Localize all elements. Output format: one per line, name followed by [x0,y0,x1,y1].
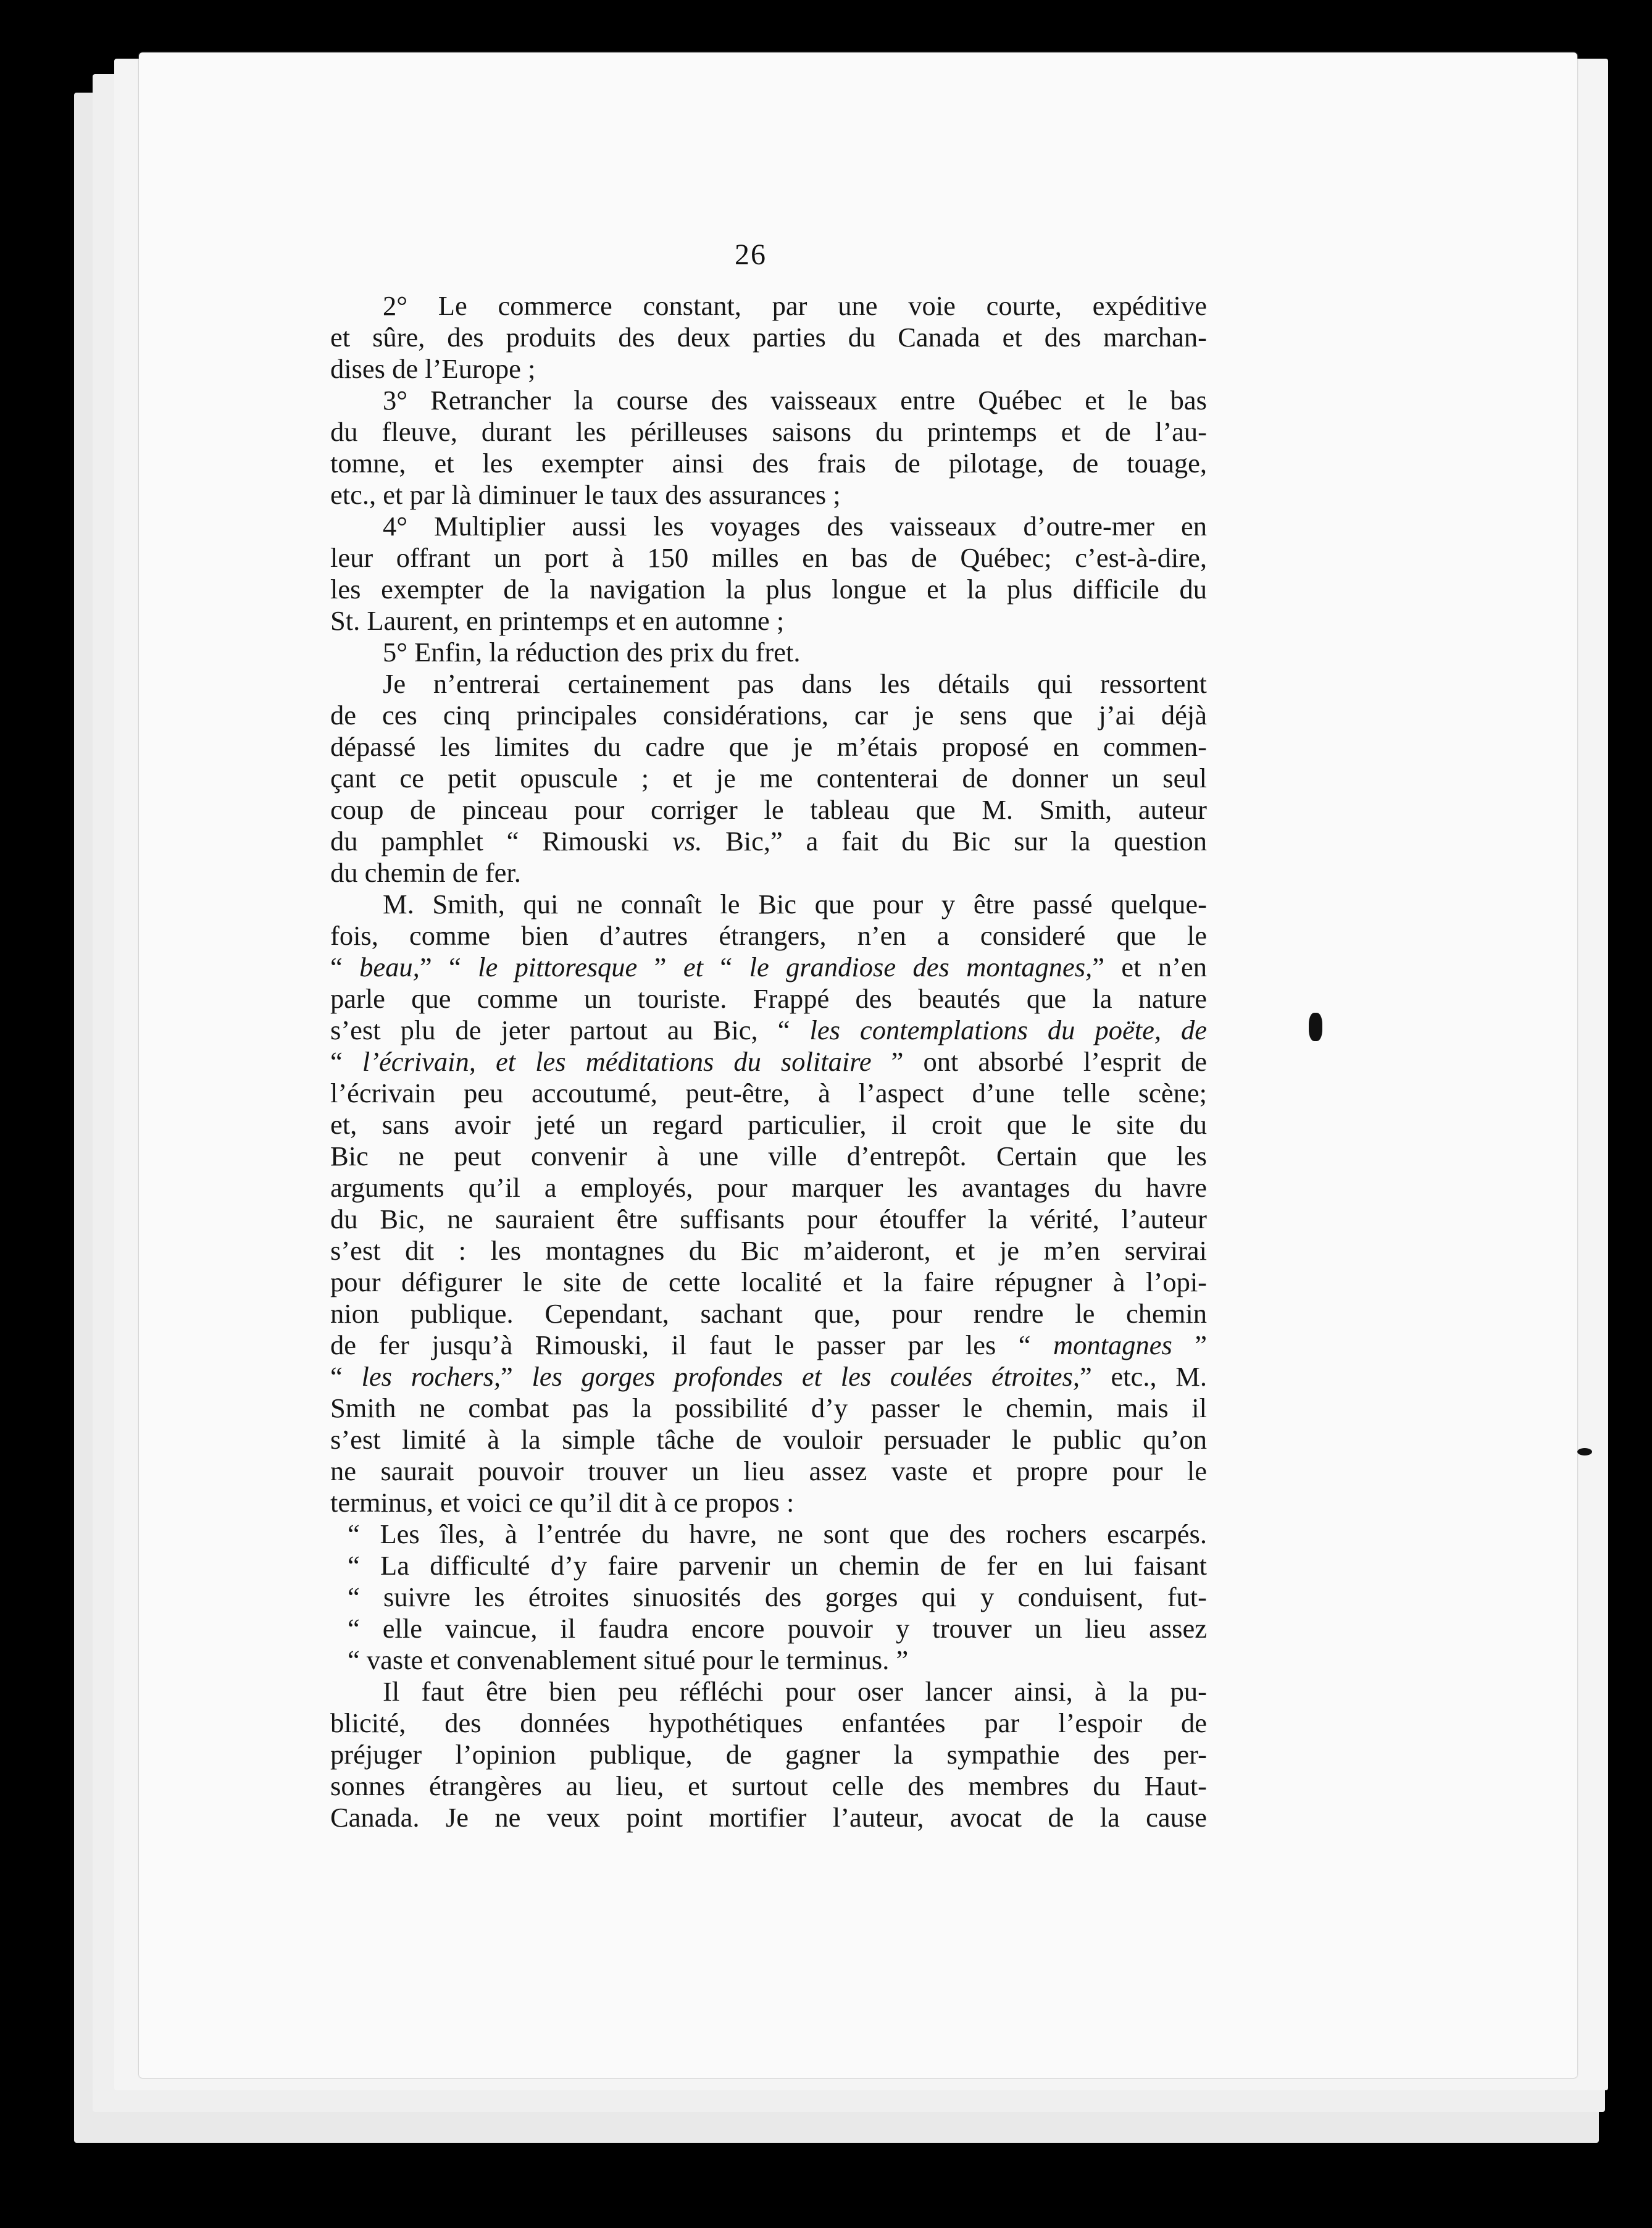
italic-text: le pittoresque [478,952,638,982]
text-run: “ [703,952,749,982]
text-run: s’est limité à la simple tâche de vouloir persuader le public qu’on [330,1424,1207,1455]
text-line [330,1550,1207,1581]
text-line [330,1078,1207,1109]
text-run: les exempter de la navigation la plus longue et la plus difficile du [330,574,1207,605]
text-run: blicité, des données hypothétiques enfantées par l’espoir de [330,1707,1207,1738]
text-line [330,1487,1207,1518]
text-line [330,542,1207,574]
text-run: préjuger l’opinion publique, de gagner la sympathie des per- [330,1739,1207,1770]
text-line [330,416,1207,448]
text-line [330,1770,1207,1802]
text-line [330,353,1207,385]
text-line [330,1676,1207,1707]
text-run: du chemin de fer. [330,857,521,888]
italic-text: vs. [672,826,703,856]
text-run: pour défigurer le site de cette localité et la faire répugner à l’opi- [330,1267,1207,1297]
text-line [330,1235,1207,1267]
text-run: sonnes étrangères au lieu, et surtout celle des membres du Haut- [330,1770,1207,1801]
text-run: Bic ne peut convenir à une ville d’entrepôt. Certain que les [330,1141,1207,1171]
text-run: “ suivre les étroites sinuosités des gorges qui y conduisent, fut- [348,1581,1207,1612]
text-line [330,668,1207,700]
text-run: dépassé les limites du cadre que je m’étais proposé en commen- [330,731,1207,762]
text-line [330,1613,1207,1644]
text-run: ” et n’en [1092,952,1207,982]
text-run: “ [330,1361,362,1392]
text-run: 4° Multiplier aussi les voyages des vaisseaux d’outre-mer en [383,511,1207,542]
italic-text: l’écrivain, et les méditations du solitaire [362,1046,872,1077]
ink-blot [1309,1013,1322,1041]
text-line [330,763,1207,794]
text-run: terminus, et voici ce qu’il dit à ce propos : [330,1487,795,1518]
text-run: ” etc., M. [1080,1361,1207,1392]
text-line [330,889,1207,920]
ink-blot [1577,1448,1592,1455]
text-run: M. Smith, qui ne connaît le Bic que pour y être passé quelque- [383,889,1207,919]
text-run: Bic,” a fait du Bic sur la question [702,826,1207,856]
text-line [330,1802,1207,1833]
text-run: parle que comme un touriste. Frappé des beautés que la nature [330,983,1207,1014]
text-line [330,479,1207,511]
text-run: çant ce petit opuscule ; et je me contenterai de donner un seul [330,763,1207,794]
italic-text: et [683,952,703,982]
body-text [330,290,1207,1833]
text-run: Je n’entrerai certainement pas dans les détails qui ressortent [383,668,1207,699]
text-run: du fleuve, durant les périlleuses saisons du printemps et de l’au- [330,416,1207,447]
italic-text: beau, [359,952,420,982]
text-run: “ [330,952,360,982]
text-line [330,322,1207,353]
text-line [330,1455,1207,1487]
text-run: arguments qu’il a employés, pour marquer les avantages du havre [330,1172,1207,1203]
text-run: “ Les îles, à l’entrée du havre, ne sont que des rochers escarpés. [348,1518,1207,1549]
text-run: etc., et par là diminuer le taux des assurances ; [330,479,841,510]
text-line [330,983,1207,1015]
text-line [330,290,1207,322]
text-run: “ elle vaincue, il faudra encore pouvoir y trouver un lieu assez [348,1613,1207,1644]
italic-text: le grandiose des montagnes, [749,952,1093,982]
text-run: de ces cinq principales considérations, car je sens que j’ai déjà [330,700,1207,731]
text-line [330,637,1207,668]
text-run: nion publique. Cependant, sachant que, pour rendre le chemin [330,1298,1207,1329]
text-line [330,1707,1207,1739]
text-line [330,1015,1207,1046]
text-line [330,1644,1207,1676]
text-run: l’écrivain peu accoutumé, peut-être, à l’aspect d’une telle scène; [330,1078,1207,1108]
text-line [330,700,1207,731]
text-line [330,385,1207,416]
text-line [330,1392,1207,1424]
text-line [330,1361,1207,1392]
text-run: leur offrant un port à 150 milles en bas de Québec; c’est-à-dire, [330,542,1207,573]
text-run: s’est plu de jeter partout au Bic, “ [330,1015,810,1045]
text-line [330,826,1207,857]
text-run: ” [637,952,683,982]
text-run: ne saurait pouvoir trouver un lieu assez vaste et propre pour le [330,1455,1207,1486]
text-run: du Bic, ne sauraient être suffisants pour étouffer la vérité, l’auteur [330,1204,1207,1234]
text-run: tomne, et les exempter ainsi des frais de pilotage, de touage, [330,448,1207,479]
text-run: ” ont absorbé l’esprit de [871,1046,1207,1077]
text-run: 3° Retrancher la course des vaisseaux entre Québec et le bas [383,385,1207,416]
text-run: s’est dit : les montagnes du Bic m’aideront, et je m’en servirai [330,1235,1207,1266]
text-line [330,1424,1207,1455]
text-line [330,1298,1207,1330]
text-run: St. Laurent, en printemps et en automne ; [330,605,785,636]
text-line [330,448,1207,479]
text-line [330,1581,1207,1613]
text-run: coup de pinceau pour corriger le tableau que M. Smith, auteur [330,794,1207,825]
text-run: Smith ne combat pas la possibilité d’y passer le chemin, mais il [330,1392,1207,1423]
text-run: Il faut être bien peu réfléchi pour oser lancer ainsi, à la pu- [383,1676,1207,1707]
text-run: du pamphlet “ Rimouski [330,826,673,856]
text-run: ” “ [419,952,478,982]
text-line [330,1172,1207,1204]
text-line [330,574,1207,605]
text-line [330,731,1207,763]
text-run: “ [330,1046,362,1077]
text-run: de fer jusqu’à Rimouski, il faut le passer par les “ [330,1330,1053,1360]
text-line [330,605,1207,637]
text-run: dises de l’Europe ; [330,353,536,384]
text-run: Canada. Je ne veux point mortifier l’auteur, avocat de la cause [330,1802,1207,1833]
text-line [330,1330,1207,1361]
text-line [330,920,1207,952]
text-run: ” [1172,1330,1207,1360]
italic-text: les rochers, [361,1361,501,1392]
text-line [330,1046,1207,1078]
text-run: et, sans avoir jeté un regard particulier, il croit que le site du [330,1109,1207,1140]
text-run: 2° Le commerce constant, par une voie courte, expéditive [383,290,1207,321]
text-line [330,1141,1207,1172]
text-line [330,1109,1207,1141]
text-run: fois, comme bien d’autres étrangers, n’en a consideré que le [330,920,1207,951]
text-line [330,1518,1207,1550]
text-line [330,511,1207,542]
text-run: ” [501,1361,532,1392]
italic-text: montagnes [1053,1330,1172,1360]
text-line [330,794,1207,826]
italic-text: les gorges profondes et les coulées étroites, [532,1361,1080,1392]
text-run: et sûre, des produits des deux parties du Canada et des marchan- [330,322,1207,353]
text-run: “ vaste et convenablement situé pour le terminus. ” [348,1644,909,1675]
text-line [330,857,1207,889]
page-number: 26 [735,238,767,271]
italic-text: les contemplations du poëte, de [809,1015,1208,1045]
text-line [330,1267,1207,1298]
text-line [330,952,1207,983]
text-line [330,1739,1207,1770]
text-run: “ La difficulté d’y faire parvenir un chemin de fer en lui faisant [348,1550,1207,1581]
text-line [330,1204,1207,1235]
text-run: 5° Enfin, la réduction des prix du fret. [383,637,801,668]
